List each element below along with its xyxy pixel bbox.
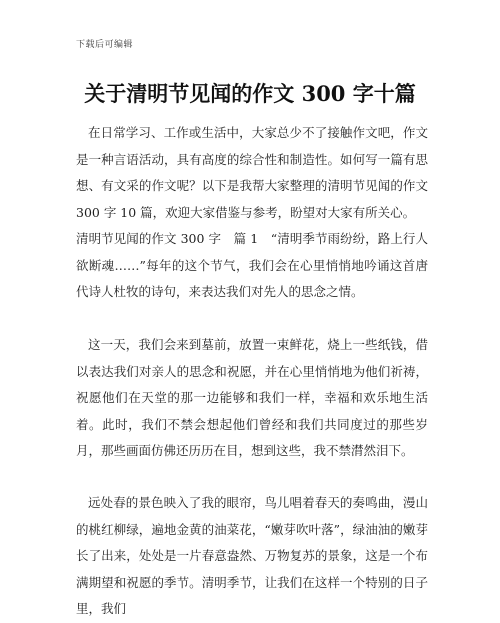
page-title: 关于清明节见闻的作文 300 字十篇 <box>84 81 416 106</box>
article-heading-paragraph: 清明节见闻的作文 300 字 篇 1 “清明季节雨纷纷，路上行人欲断魂……”每年的这个节气，我们会在心里悄悄地吟诵这首唐代诗人杜牧的诗句，来表达我们对先人的思念之情。 <box>76 231 428 300</box>
header-note: 下载后可编辑 <box>76 40 134 50</box>
body-paragraph: 远处春的景色映入了我的眼帘，鸟儿唱着春天的奏鸣曲，漫山的桃红柳绿，遍地金黄的油菜花，“嫩芽吹叶落”，绿油油的嫩芽长了出来，处处是一片春意盎然、万物复苏的景象，这是一个布满期望和祝愿的季节。清明季节，让我们在这样一个特别的日子里，我们 <box>76 495 428 617</box>
body-paragraph: 这一天，我们会来到墓前，放置一束鲜花，烧上一些纸钱，借以表达我们对亲人的思念和祝愿，并在心里悄悄地为他们祈祷，祝愿他们在天堂的那一边能够和我们一样，幸福和欢乐地生活着。此时，我们不禁会想起他们曾经和我们共同度过的那些岁月，那些画面仿佛还历历在目，想到这些，我不禁潸然泪下。 <box>76 337 428 459</box>
intro-paragraph: 在日常学习、工作或生活中，大家总少不了接触作文吧，作文是一种言语活动，具有高度的综合性和制造性。如何写一篇有思想、有文采的作文呢？以下是我帮大家整理的清明节见闻的作文 300 字 10 篇，欢迎大家借鉴与参考，盼望对大家有所关心。 <box>76 125 428 220</box>
